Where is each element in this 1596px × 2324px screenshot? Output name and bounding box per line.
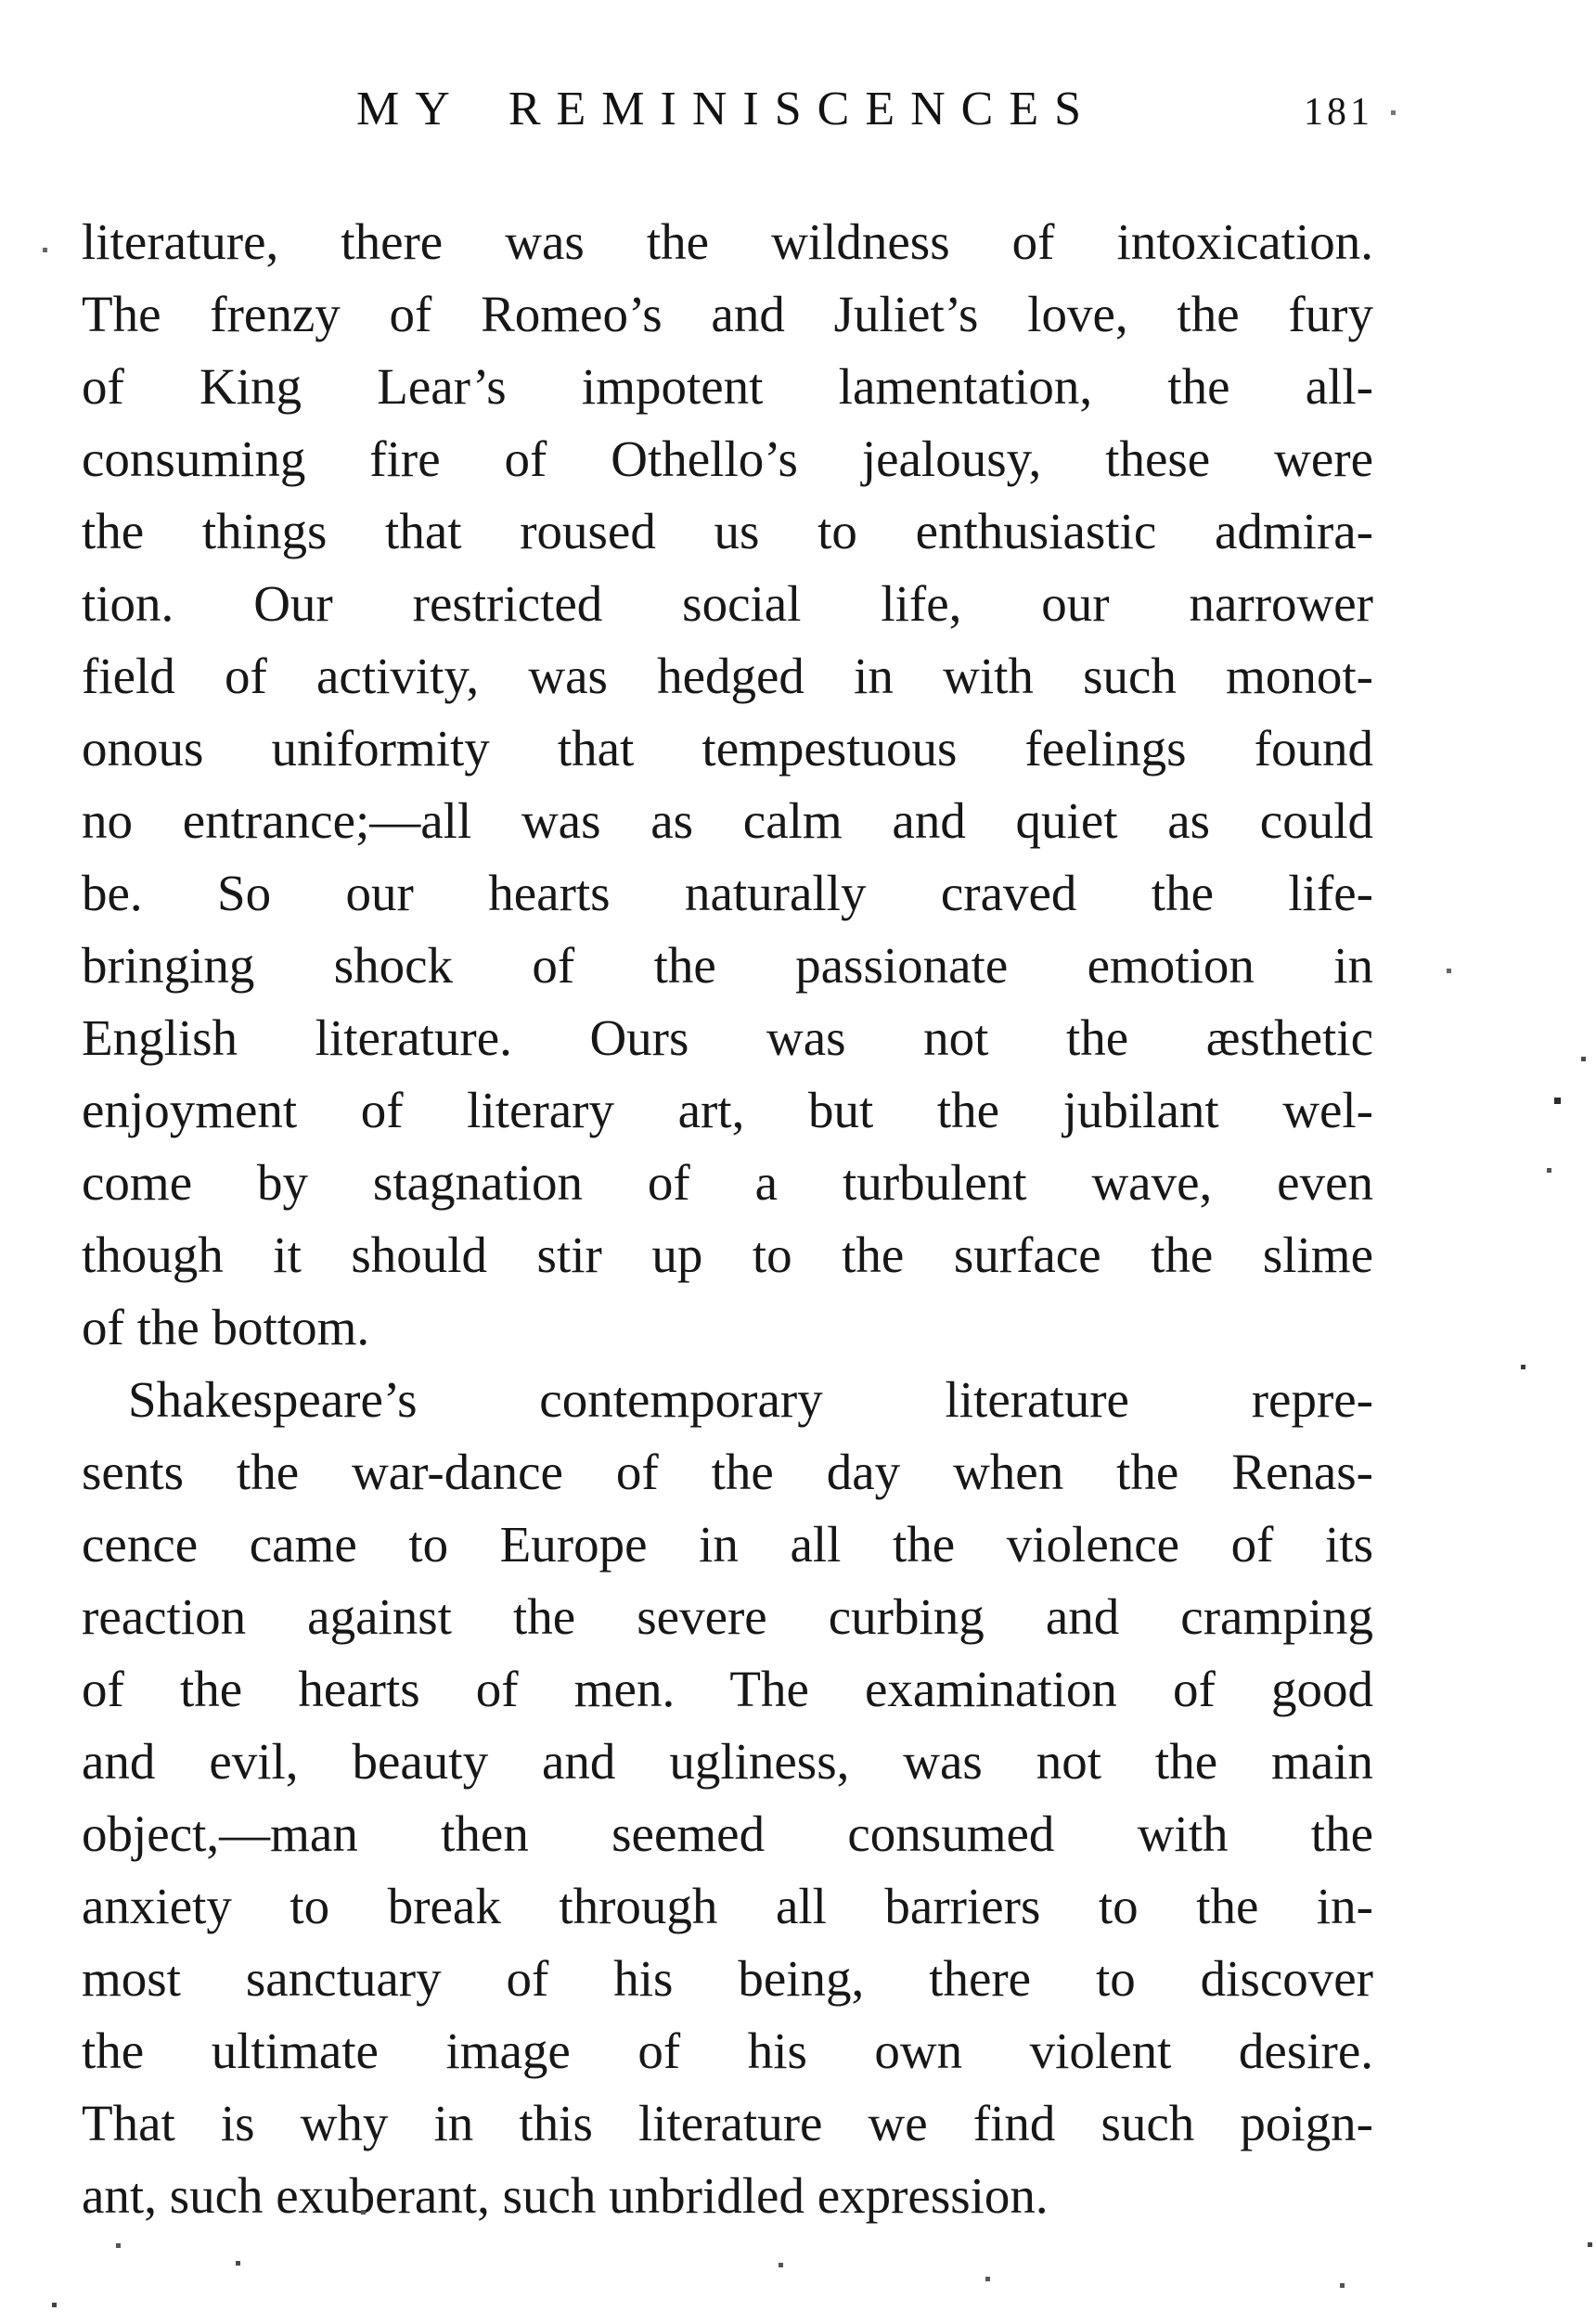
- text-line: field of activity, was hedged in with such monot-: [82, 648, 1373, 704]
- text-line: though it should stir up to the surface the slime: [82, 1226, 1373, 1283]
- text-line: bringing shock of the passionate emotion in: [82, 937, 1373, 994]
- text-line: English literature. Ours was not the æsthetic: [82, 1009, 1373, 1066]
- text-line-paragraph-start: Shakespeare’s contemporary literature repre-: [128, 1371, 1373, 1428]
- text-line: the things that roused us to enthusiastic admira-: [82, 503, 1373, 559]
- text-line: anxiety to break through all barriers to the in-: [82, 1878, 1373, 1934]
- text-line: of King Lear’s impotent lamentation, the all-: [82, 358, 1373, 415]
- text-line: onous uniformity that tempestuous feelings found: [82, 720, 1373, 777]
- text-line: come by stagnation of a turbulent wave, even: [82, 1154, 1373, 1211]
- text-line: consuming fire of Othello’s jealousy, these were: [82, 430, 1373, 487]
- text-line: reaction against the severe curbing and cramping: [82, 1588, 1373, 1645]
- text-line: be. So our hearts naturally craved the life-: [82, 865, 1373, 921]
- text-line-paragraph-end: ant, such exuberant, such unbridled expression.: [82, 2167, 1049, 2224]
- text-line: cence came to Europe in all the violence of its: [82, 1516, 1373, 1573]
- text-line: tion. Our restricted social life, our narrower: [82, 575, 1373, 632]
- text-line: most sanctuary of his being, there to discover: [82, 1950, 1373, 2007]
- text-line: literature, there was the wildness of intoxication.: [82, 213, 1373, 270]
- text-line-paragraph-end: of the bottom.: [82, 1299, 370, 1355]
- text-line: of the hearts of men. The examination of good: [82, 1661, 1373, 1717]
- text-line: sents the war-dance of the day when the Renas-: [82, 1444, 1373, 1500]
- text-line: That is why in this literature we find such poign-: [82, 2095, 1373, 2151]
- text-line: enjoyment of literary art, but the jubilant wel-: [82, 1082, 1373, 1138]
- page-header: [82, 82, 1373, 136]
- text-line: the ultimate image of his own violent desire.: [82, 2022, 1373, 2079]
- page-number: 181: [1304, 91, 1373, 134]
- text-line: object,—man then seemed consumed with the: [82, 1805, 1373, 1862]
- text-line: The frenzy of Romeo’s and Juliet’s love, the fury: [82, 286, 1373, 342]
- text-line: no entrance;—all was as calm and quiet as could: [82, 792, 1373, 849]
- body-text: [82, 206, 1373, 2232]
- text-line: and evil, beauty and ugliness, was not the main: [82, 1733, 1373, 1790]
- scan-speck-noise: [0, 0, 3, 3]
- running-title: MY REMINISCENCES: [356, 83, 1098, 135]
